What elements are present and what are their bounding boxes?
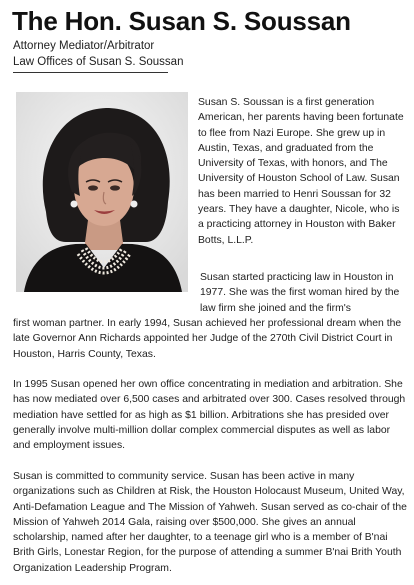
page-title: The Hon. Susan S. Soussan	[12, 6, 351, 36]
bio-intro-paragraph: Susan S. Soussan is a first generation American, her parents having been fortunate to flee from Nazi Europe. She grew up in Austin, Texas, and graduated from the University of Texas, with honors, and The University of Houston School of Law. Susan has been married to Henri Soussan for 32 years. They have a daughter, Nicole, who is a practicing attorney in Houston with Baker Botts, L.L.P.	[198, 97, 404, 246]
role-subtitle: Attorney Mediator/Arbitrator	[13, 40, 155, 52]
portrait-illustration	[16, 92, 188, 292]
bio-community-paragraph: Susan is committed to community service. Susan has been active in many organizations such as Children at Risk, the Houston Holocaust Museum, United Way, Anti-Defamation League and The Mission of Yahweh. Susan served as co-chair of the Mission of Yahweh 2014 Gala, raising over $500,000. She gives an annual scholarship, named after her daughter, to a teenage girl who is a member of B'nai Brith Girls, Lonestar Region, for the purpose of attending a summer B'nai Brith Youth Organization Leadership Program.	[13, 471, 407, 574]
portrait-photo	[16, 92, 188, 292]
bio-mediation-paragraph: In 1995 Susan opened her own office concentrating in mediation and arbitration. She has now mediated over 6,500 cases and arbitrated over 300. Cases resolved through mediation have settled for as high as $1 billion. Arbitrations she has presided over generally involve multi-million dollar complex commercial disputes as well as labor and employment issues.	[13, 379, 406, 452]
firm-subtitle: Law Offices of Susan S. Soussan	[13, 56, 184, 68]
header-divider	[13, 72, 168, 73]
bio-career-paragraph: first woman partner. In early 1994, Susan achieved her professional dream when the late Governor Ann Richards appointed her Judge of the 270th Civil District Court in Houston, Harris County, Texas.	[13, 318, 402, 360]
bio-career-start: Susan started practicing law in Houston in 1977. She was the first woman hired by the law firm she joined and the firm's	[200, 272, 400, 314]
